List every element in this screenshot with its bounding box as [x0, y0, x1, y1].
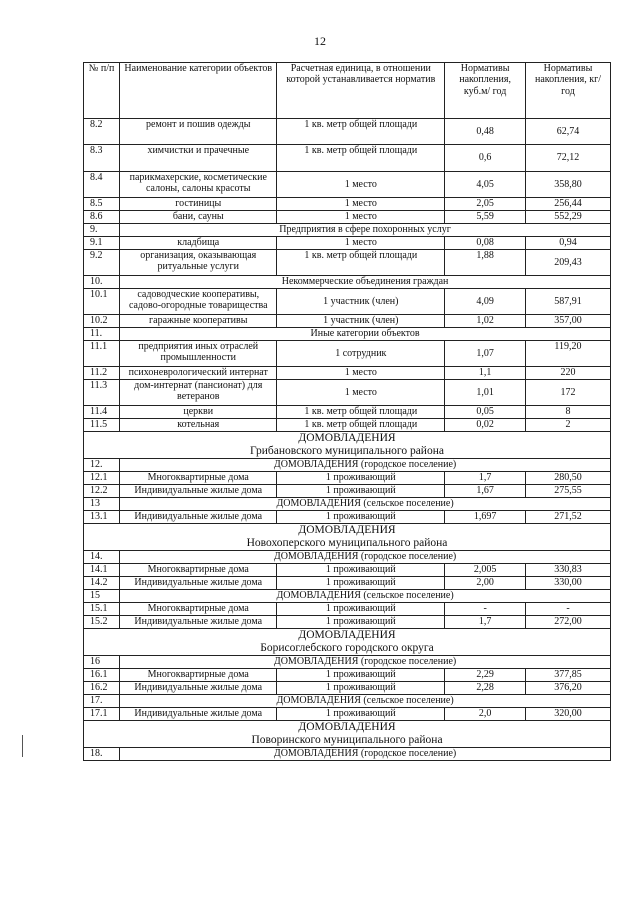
row-name: дом-интернат (пансионат) для ветеранов: [120, 380, 277, 406]
row-norm-m3: 1,7: [445, 616, 526, 629]
row-unit: 1 кв. метр общей площади: [277, 419, 445, 432]
section-num: 11.: [84, 328, 120, 341]
table-row: [84, 198, 611, 211]
group-heading: ДОМОВЛАДЕНИЯ: [298, 629, 396, 641]
row-norm-m3: 1,07: [445, 341, 526, 367]
row-num: 11.2: [84, 367, 120, 380]
row-norm-m3: 1,697: [445, 511, 526, 524]
row-num: 11.3: [84, 380, 120, 406]
row-norm-kg: 376,20: [526, 682, 611, 695]
row-unit: 1 кв. метр общей площади: [277, 250, 445, 276]
row-num: 8.5: [84, 198, 120, 211]
row-norm-kg: 358,80: [526, 172, 611, 198]
section-row: [84, 328, 611, 341]
row-norm-m3: 0,6: [445, 145, 526, 172]
row-norm-m3: 0,02: [445, 419, 526, 432]
row-norm-m3: 2,0: [445, 708, 526, 721]
header-unit: Расчетная единица, в отношении которой устанавливается норматив: [277, 63, 445, 119]
header-row: [84, 63, 611, 119]
group-heading: ДОМОВЛАДЕНИЯ: [298, 432, 396, 444]
row-norm-kg: 271,52: [526, 511, 611, 524]
row-norm-kg: 0,94: [526, 237, 611, 250]
section-num: 12.: [84, 459, 120, 472]
group-subheading: Грибановского муниципального района: [250, 445, 444, 457]
row-unit: 1 проживающий: [277, 577, 445, 590]
row-norm-kg: 272,00: [526, 616, 611, 629]
section-row: [84, 590, 611, 603]
row-name: организация, оказывающая ритуальные услуги: [120, 250, 277, 276]
row-norm-m3: 0,05: [445, 406, 526, 419]
page-number: 12: [314, 34, 326, 48]
group-subheading: Борисоглебского городского округа: [260, 642, 434, 654]
row-norm-kg: 172: [526, 380, 611, 406]
group-subheading: Новохоперского муниципального района: [246, 537, 448, 549]
row-unit: 1 кв. метр общей площади: [277, 119, 445, 145]
row-norm-m3: 2,05: [445, 198, 526, 211]
row-num: 9.1: [84, 237, 120, 250]
row-name: Индивидуальные жилые дома: [120, 616, 277, 629]
row-num: 11.1: [84, 341, 120, 367]
row-num: 9.2: [84, 250, 120, 276]
section-num: 10.: [84, 276, 120, 289]
row-num: 8.3: [84, 145, 120, 172]
row-unit: 1 кв. метр общей площади: [277, 406, 445, 419]
row-norm-kg: 209,43: [526, 250, 611, 276]
row-name: садоводческие кооперативы, садово-огородные товарищества: [120, 289, 277, 315]
row-unit: 1 место: [277, 367, 445, 380]
row-num: 15.2: [84, 616, 120, 629]
row-name: предприятия иных отраслей промышленности: [120, 341, 277, 367]
section-title: Предприятия в сфере похоронных услуг: [120, 224, 611, 237]
row-norm-m3: 5,59: [445, 211, 526, 224]
table-row: [84, 250, 611, 276]
norms-table: [83, 62, 611, 761]
group-row: [84, 721, 611, 748]
row-name: Многоквартирные дома: [120, 564, 277, 577]
table-row: [84, 603, 611, 616]
row-norm-m3: 4,09: [445, 289, 526, 315]
section-title: ДОМОВЛАДЕНИЯ (сельское поселение): [120, 590, 611, 603]
row-unit: 1 место: [277, 380, 445, 406]
row-unit: 1 участник (член): [277, 315, 445, 328]
group-title: [84, 629, 611, 656]
header-num: № п/п: [84, 63, 120, 119]
section-num: 13: [84, 498, 120, 511]
row-norm-kg: 8: [526, 406, 611, 419]
table-row: [84, 315, 611, 328]
row-name: котельная: [120, 419, 277, 432]
row-num: 8.6: [84, 211, 120, 224]
row-unit: 1 место: [277, 198, 445, 211]
table-row: [84, 511, 611, 524]
row-norm-m3: 2,005: [445, 564, 526, 577]
row-unit: 1 сотрудник: [277, 341, 445, 367]
row-unit: 1 проживающий: [277, 485, 445, 498]
group-title: [84, 721, 611, 748]
row-num: 16.2: [84, 682, 120, 695]
row-num: 8.2: [84, 119, 120, 145]
row-norm-kg: 330,83: [526, 564, 611, 577]
table-row: [84, 419, 611, 432]
row-norm-m3: 4,05: [445, 172, 526, 198]
row-norm-m3: 1,01: [445, 380, 526, 406]
section-row: [84, 459, 611, 472]
table-row: [84, 485, 611, 498]
row-norm-kg: 62,74: [526, 119, 611, 145]
header-name: Наименование категории объектов: [120, 63, 277, 119]
row-num: 10.1: [84, 289, 120, 315]
row-num: 12.1: [84, 472, 120, 485]
row-norm-kg: 72,12: [526, 145, 611, 172]
row-norm-kg: -: [526, 603, 611, 616]
row-norm-kg: 256,44: [526, 198, 611, 211]
header-norm-kg: Нормативы накопления, кг/ год: [526, 63, 611, 119]
row-unit: 1 место: [277, 211, 445, 224]
row-name: Многоквартирные дома: [120, 603, 277, 616]
row-num: 17.1: [84, 708, 120, 721]
row-name: Индивидуальные жилые дома: [120, 485, 277, 498]
row-name: Многоквартирные дома: [120, 669, 277, 682]
table-row: [84, 406, 611, 419]
row-num: 11.5: [84, 419, 120, 432]
row-name: гаражные кооперативы: [120, 315, 277, 328]
section-title: Иные категории объектов: [120, 328, 611, 341]
table-row: [84, 341, 611, 367]
group-subheading: Поворинского муниципального района: [251, 734, 443, 746]
row-norm-kg: 357,00: [526, 315, 611, 328]
row-name: химчистки и прачечные: [120, 145, 277, 172]
section-num: 18.: [84, 748, 120, 761]
section-title: ДОМОВЛАДЕНИЯ (сельское поселение): [120, 498, 611, 511]
row-norm-kg: 330,00: [526, 577, 611, 590]
row-name: Индивидуальные жилые дома: [120, 577, 277, 590]
row-norm-m3: 0,48: [445, 119, 526, 145]
row-unit: 1 проживающий: [277, 511, 445, 524]
row-name: Индивидуальные жилые дома: [120, 708, 277, 721]
row-unit: 1 проживающий: [277, 616, 445, 629]
section-title: ДОМОВЛАДЕНИЯ (сельское поселение): [120, 695, 611, 708]
group-row: [84, 432, 611, 459]
margin-mark: [22, 735, 23, 757]
row-name: Индивидуальные жилые дома: [120, 682, 277, 695]
section-num: 15: [84, 590, 120, 603]
section-title: ДОМОВЛАДЕНИЯ (городское поселение): [120, 459, 611, 472]
section-row: [84, 276, 611, 289]
group-heading: ДОМОВЛАДЕНИЯ: [298, 721, 396, 733]
table-row: [84, 682, 611, 695]
row-num: 12.2: [84, 485, 120, 498]
group-row: [84, 629, 611, 656]
row-norm-m3: 0,08: [445, 237, 526, 250]
row-norm-kg: 320,00: [526, 708, 611, 721]
section-row: [84, 748, 611, 761]
row-norm-m3: 1,67: [445, 485, 526, 498]
row-name: церкви: [120, 406, 277, 419]
row-norm-m3: 1,02: [445, 315, 526, 328]
row-num: 16.1: [84, 669, 120, 682]
table-row: [84, 367, 611, 380]
row-unit: 1 место: [277, 172, 445, 198]
section-num: 17.: [84, 695, 120, 708]
section-row: [84, 224, 611, 237]
table-row: [84, 211, 611, 224]
group-heading: ДОМОВЛАДЕНИЯ: [298, 524, 396, 536]
row-num: 10.2: [84, 315, 120, 328]
section-num: 9.: [84, 224, 120, 237]
row-name: Индивидуальные жилые дома: [120, 511, 277, 524]
row-norm-kg: 275,55: [526, 485, 611, 498]
row-unit: 1 проживающий: [277, 669, 445, 682]
row-num: 15.1: [84, 603, 120, 616]
row-norm-kg: 220: [526, 367, 611, 380]
group-title: [84, 524, 611, 551]
section-title: ДОМОВЛАДЕНИЯ (городское поселение): [120, 748, 611, 761]
row-num: 13.1: [84, 511, 120, 524]
row-norm-m3: -: [445, 603, 526, 616]
table-row: [84, 564, 611, 577]
table-row: [84, 172, 611, 198]
table-row: [84, 616, 611, 629]
row-unit: 1 проживающий: [277, 682, 445, 695]
row-norm-m3: 1,88: [445, 250, 526, 276]
table-row: [84, 472, 611, 485]
row-num: 14.2: [84, 577, 120, 590]
section-title: Некоммерческие объединения граждан: [120, 276, 611, 289]
row-name: ремонт и пошив одежды: [120, 119, 277, 145]
row-unit: 1 место: [277, 237, 445, 250]
row-norm-kg: 377,85: [526, 669, 611, 682]
row-num: 11.4: [84, 406, 120, 419]
section-row: [84, 551, 611, 564]
table-row: [84, 669, 611, 682]
table-row: [84, 145, 611, 172]
row-unit: 1 проживающий: [277, 472, 445, 485]
row-name: психоневрологический интернат: [120, 367, 277, 380]
row-num: 14.1: [84, 564, 120, 577]
section-row: [84, 498, 611, 511]
header-norm-m3: Нормативы накопления, куб.м/ год: [445, 63, 526, 119]
table-row: [84, 237, 611, 250]
row-name: бани, сауны: [120, 211, 277, 224]
row-norm-m3: 2,28: [445, 682, 526, 695]
table-row: [84, 380, 611, 406]
section-title: ДОМОВЛАДЕНИЯ (городское поселение): [120, 656, 611, 669]
row-unit: 1 проживающий: [277, 564, 445, 577]
row-norm-m3: 1,1: [445, 367, 526, 380]
row-name: парикмахерские, косметические салоны, салоны красоты: [120, 172, 277, 198]
row-unit: 1 кв. метр общей площади: [277, 145, 445, 172]
table-row: [84, 289, 611, 315]
row-norm-kg: 119,20: [526, 341, 611, 367]
row-norm-m3: 2,29: [445, 669, 526, 682]
group-row: [84, 524, 611, 551]
table-row: [84, 119, 611, 145]
row-norm-kg: 587,91: [526, 289, 611, 315]
row-norm-m3: 2,00: [445, 577, 526, 590]
row-unit: 1 проживающий: [277, 708, 445, 721]
row-norm-kg: 552,29: [526, 211, 611, 224]
row-norm-kg: 280,50: [526, 472, 611, 485]
row-norm-kg: 2: [526, 419, 611, 432]
section-num: 16: [84, 656, 120, 669]
group-title: [84, 432, 611, 459]
table-row: [84, 577, 611, 590]
row-name: кладбища: [120, 237, 277, 250]
row-num: 8.4: [84, 172, 120, 198]
section-row: [84, 656, 611, 669]
row-name: Многоквартирные дома: [120, 472, 277, 485]
section-row: [84, 695, 611, 708]
row-unit: 1 проживающий: [277, 603, 445, 616]
section-num: 14.: [84, 551, 120, 564]
row-name: гостиницы: [120, 198, 277, 211]
row-norm-m3: 1,7: [445, 472, 526, 485]
section-title: ДОМОВЛАДЕНИЯ (городское поселение): [120, 551, 611, 564]
row-unit: 1 участник (член): [277, 289, 445, 315]
table-row: [84, 708, 611, 721]
